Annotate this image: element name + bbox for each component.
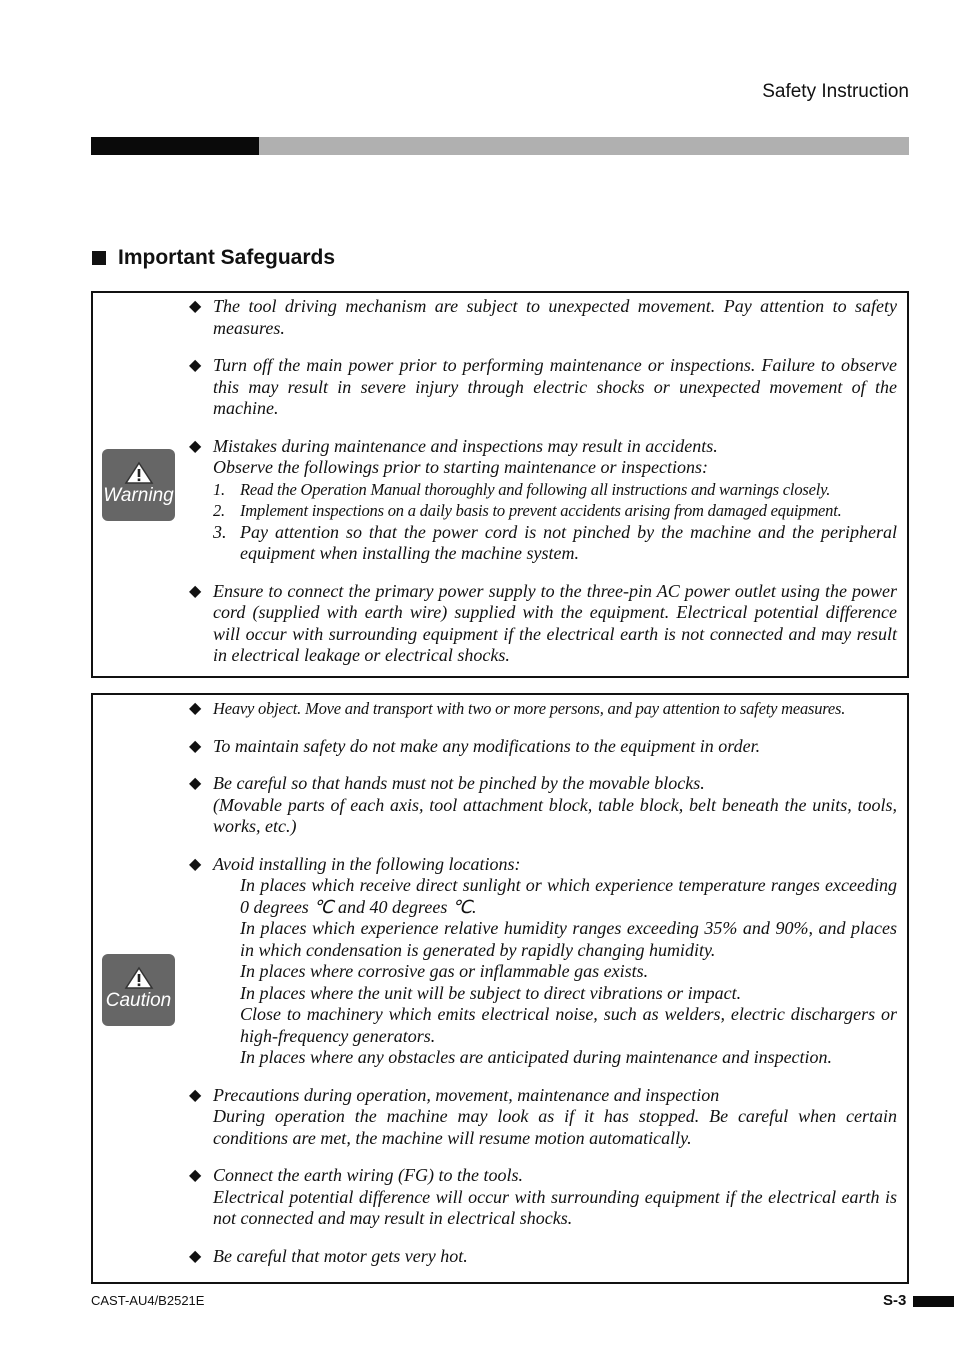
diamond-bullet-icon: ◆ xyxy=(189,1247,202,1265)
list-item-text: Pay attention so that the power cord is not pinched by the machine and the peripheral equipment when installing the machine system. xyxy=(240,521,897,563)
caution-item-text: Be careful so that hands must not be pinched by the movable blocks. xyxy=(213,773,705,793)
footer-bar xyxy=(913,1296,954,1307)
list-number: 2. xyxy=(213,501,225,520)
header-bar-gray xyxy=(259,137,909,155)
caution-label: Caution xyxy=(105,990,172,1011)
location-item: In places where any obstacles are anticipated during maintenance and inspection. xyxy=(240,1047,833,1067)
list-item-text: Implement inspections on a daily basis to prevent accidents arising from damaged equipment. xyxy=(240,501,842,520)
diamond-bullet-icon: ◆ xyxy=(189,1167,202,1184)
diamond-bullet-icon: ◆ xyxy=(189,1086,202,1104)
section-heading-text: Important Safeguards xyxy=(118,246,336,269)
location-item: Close to machinery which emits electrical noise, such as welders, electric dischargers or high-frequency generators. xyxy=(240,1004,897,1046)
caution-item-text: To maintain safety do not make any modifications to the equipment in order. xyxy=(213,735,761,756)
diamond-bullet-icon: ◆ xyxy=(189,298,202,315)
warning-item-text: Mistakes during maintenance and inspections may result in accidents. xyxy=(213,435,718,456)
warning-item xyxy=(189,581,897,667)
location-item: In places which experience relative humidity ranges exceeding 35% and 90%, and places in which condensation is generated by rapidly changing humidity. xyxy=(240,918,897,960)
warning-item-text: The tool driving mechanism are subject to unexpected movement. Pay attention to safety measures. xyxy=(213,296,897,338)
warning-item-text: Turn off the main power prior to performing maintenance or inspections. Failure to observe this may result in severe injury through electric shocks or unexpected movement of the machine. xyxy=(213,355,897,418)
warning-box xyxy=(91,291,909,678)
caution-item xyxy=(189,1165,897,1230)
diamond-bullet-icon: ◆ xyxy=(189,855,202,873)
caution-item-text: Avoid installing in the following locations: xyxy=(213,853,521,874)
header-title: Safety Instruction xyxy=(762,81,909,102)
caution-items xyxy=(189,698,897,1283)
warning-badge xyxy=(102,449,175,521)
caution-item-text: Precautions during operation, movement, maintenance and inspection xyxy=(213,1084,720,1105)
location-item: In places where the unit will be subject to direct vibrations or impact. xyxy=(240,982,742,1003)
caution-item xyxy=(189,698,897,720)
diamond-bullet-icon: ◆ xyxy=(189,437,202,455)
caution-item-text: (Movable parts of each axis, tool attachment block, table block, belt beneath the units, tools, works, etc.) xyxy=(213,794,897,836)
caution-item-text: Be careful that motor gets very hot. xyxy=(213,1245,468,1266)
warning-item xyxy=(189,296,897,339)
caution-badge xyxy=(102,954,175,1026)
location-item: In places which receive direct sunlight or which experience temperature ranges exceeding 0 degrees ℃ and 40 degrees ℃. xyxy=(240,875,897,917)
header-bar-dark xyxy=(91,137,259,155)
caution-box xyxy=(91,693,909,1284)
caution-item xyxy=(189,1246,897,1268)
warning-item-text: Observe the followings prior to starting maintenance or inspections: xyxy=(213,457,708,477)
caution-triangle-icon xyxy=(124,966,154,990)
caution-item xyxy=(189,736,897,758)
warning-item-text: Ensure to connect the primary power supply to the three-pin AC power outlet using the power cord (supplied with earth wire) supplied with the equipment. Electrical potential difference will occur with surrounding equipment if the electrical earth is not connected and may result in electrical leakage or electrical shocks. xyxy=(213,580,897,665)
page-number: S-3 xyxy=(883,1292,907,1309)
list-item xyxy=(213,522,897,565)
caution-item-text: Electrical potential difference will occur with surrounding equipment if the electrical earth is not connected and may result in electrical shocks. xyxy=(213,1186,897,1228)
list-item xyxy=(213,479,897,501)
warning-item xyxy=(189,355,897,420)
warning-label: Warning xyxy=(103,485,174,506)
warning-triangle-icon xyxy=(124,461,154,485)
caution-item-text: During operation the machine may look as if it has stopped. Be careful when certain conditions are met, the machine will resume motion automatically. xyxy=(213,1106,897,1148)
list-item-text: Read the Operation Manual thoroughly and following all instructions and warnings closely. xyxy=(240,479,831,499)
location-item: In places where corrosive gas or inflammable gas exists. xyxy=(240,961,649,981)
list-number: 1. xyxy=(213,479,225,499)
caution-item xyxy=(189,773,897,838)
caution-item xyxy=(189,1085,897,1150)
caution-item-text: Connect the earth wiring (FG) to the tools. xyxy=(213,1165,523,1185)
list-number: 3. xyxy=(213,521,227,542)
document-code: CAST-AU4/B2521E xyxy=(91,1293,205,1308)
diamond-bullet-icon: ◆ xyxy=(189,775,202,792)
list-item xyxy=(213,500,897,522)
square-bullet-icon xyxy=(92,251,106,265)
warning-item xyxy=(189,436,897,565)
diamond-bullet-icon: ◆ xyxy=(189,737,202,755)
numbered-list xyxy=(213,479,897,565)
section-heading xyxy=(92,246,335,270)
diamond-bullet-icon: ◆ xyxy=(189,357,202,374)
diamond-bullet-icon: ◆ xyxy=(189,582,202,600)
warning-items xyxy=(189,296,897,683)
caution-item-text: Heavy object. Move and transport with two or more persons, and pay attention to safety measures. xyxy=(213,699,846,718)
caution-item xyxy=(189,854,897,1069)
diamond-bullet-icon: ◆ xyxy=(189,700,202,717)
